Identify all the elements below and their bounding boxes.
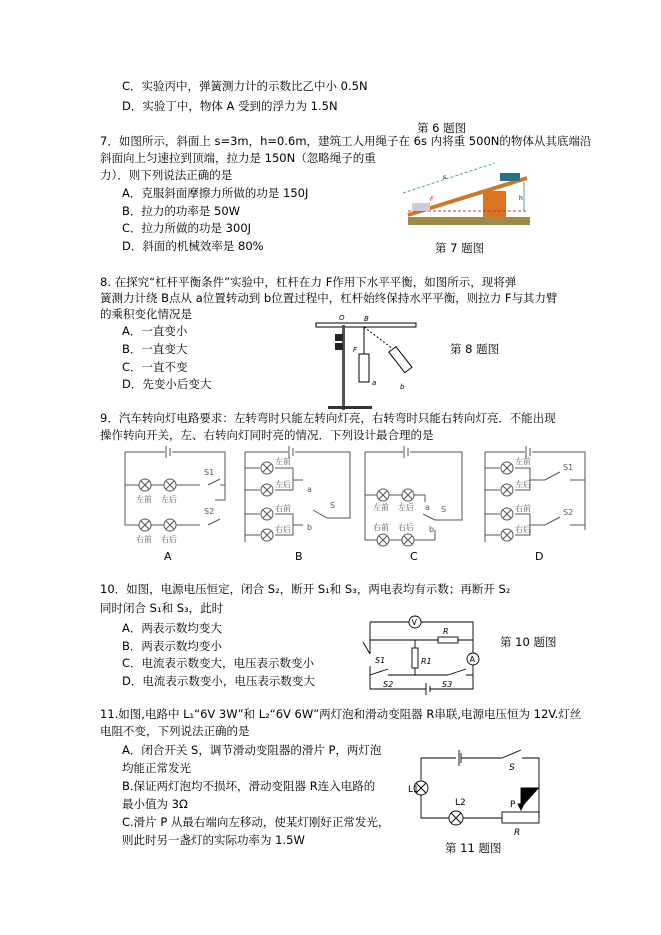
q9-option-label: A (164, 550, 172, 563)
q11-option-a-cont: 均能正常发光 (122, 761, 191, 775)
q7-stem: 7．如图所示，斜面上 s=3m，h=0.6m，建筑工人用绳子在 6s 内将重 500N的物体从其底端沿 (100, 134, 592, 148)
circuit-label: 左前 (275, 457, 291, 466)
circuit-label: a (307, 485, 312, 494)
q10-option-c: C．电流表示数变大，电压表示数变小 (122, 656, 315, 670)
q10-stem: 10．如图，电源电压恒定，闭合 S₂，断开 S₁和 S₃，两电表均有示数；再断开 S₂ (100, 582, 511, 596)
q8-stem: 的乘积变化情况是 (100, 307, 192, 321)
q8-option-b: B．一直变大 (122, 342, 188, 356)
q10-stem: 同时闭合 S₁和 S₃，此时 (100, 601, 224, 615)
q8-option-c: C．一直不变 (122, 360, 188, 374)
q11-option-a: A．闭合开关 S，调节滑动变阻器的滑片 P，两灯泡 (122, 743, 382, 757)
l2-label: L2 (455, 798, 466, 808)
circuit-label: 右前 (136, 535, 152, 544)
slider-label: P (510, 800, 516, 810)
turn-signal-circuits (120, 450, 580, 565)
circuit-label: a (425, 503, 430, 512)
circuit-label: 右后 (275, 525, 291, 534)
q11-option-b-cont: 最小值为 3Ω (122, 797, 188, 811)
circuit-label: S1 (563, 463, 574, 472)
q7-stem: 力）．则下列说法正确的是 (100, 168, 233, 182)
circuit-label: 左前 (515, 457, 531, 466)
circuit-label: 左后 (515, 480, 531, 489)
circuit-label: b (429, 525, 435, 534)
label-f: F (353, 346, 358, 354)
q6-caption: 第 6 题图 (417, 121, 467, 135)
circuit-label: S (330, 501, 336, 510)
circuit-label: S (441, 505, 447, 514)
label-h: h (519, 195, 523, 202)
q9-option-label: C (410, 550, 418, 563)
q11-option-c: C.滑片 P 从最右端向左移动，使某灯刚好正常发光， (122, 815, 390, 829)
circuit-label: 左后 (398, 503, 414, 512)
r1-label: R1 (421, 657, 432, 666)
q11-circuit (400, 740, 545, 840)
circuit-label: S2 (204, 507, 215, 516)
circuit-label: 右前 (373, 523, 389, 532)
q7-option-b: B．拉力的功率是 50W (122, 204, 241, 218)
q8-option-a: A．一直变小 (122, 324, 188, 338)
label-f: F (430, 196, 434, 203)
voltmeter-label: V (411, 618, 417, 627)
circuit-label: 左后 (161, 495, 177, 504)
r-label: R (443, 627, 449, 636)
l1-label: L1 (408, 785, 419, 795)
circuit-label: S1 (204, 468, 215, 477)
q10-caption: 第 10 题图 (500, 635, 557, 649)
s3-label: S3 (442, 680, 453, 689)
circuit-label: 左前 (373, 503, 389, 512)
q9-option-label: D (535, 550, 544, 563)
q9-option-label: B (295, 550, 303, 563)
q6-option-d: D．实验丁中，物体 A 受到的浮力为 1.5N (122, 99, 338, 113)
circuit-label: 右前 (275, 504, 291, 513)
label-b: B (364, 315, 369, 323)
q7-stem: 斜面向上匀速拉到顶端，拉力是 150N（忽略绳子的重 (100, 151, 376, 165)
q7-caption: 第 7 题图 (435, 241, 485, 255)
q8-caption: 第 8 题图 (450, 342, 500, 356)
incline-figure (400, 155, 530, 225)
circuit-label: 左后 (275, 480, 291, 489)
circuit-label: 左前 (136, 495, 152, 504)
q11-stem: 11.如图,电路中 L₁“6V 3W”和 L₂“6V 6W”两灯泡和滑动变阻器 R串联,电源电压恒为 12V.灯丝 (100, 707, 582, 721)
q10-option-d: D．电流表示数变小，电压表示数变大 (122, 674, 315, 688)
circuit-label: S2 (563, 508, 574, 517)
label-o: O (339, 314, 345, 322)
circuit-label: 右后 (161, 535, 177, 544)
label-a: a (372, 379, 377, 387)
q8-option-d: D．先变小后变大 (122, 377, 212, 391)
q9-stem: 9．汽车转向灯电路要求：左转弯时只能左转向灯亮，右转弯时只能右转向灯亮．不能出现 (100, 411, 556, 425)
switch-label: S (509, 763, 515, 773)
label-b-pos: b (400, 383, 405, 391)
ammeter-label: A (469, 655, 475, 664)
q7-option-d: D．斜面的机械效率是 80% (122, 239, 264, 253)
q8-stem: 簧测力计绕 B点从 a位置转动到 b位置过程中，杠杆始终保持水平平衡，则拉力 F与其力臂 (100, 291, 558, 305)
q7-option-a: A．克服斜面摩擦力所做的功是 150J (122, 186, 309, 200)
q9-stem: 操作转向开关，左、右转向灯同时亮的情况．下列设计最合理的是 (100, 428, 434, 442)
s2-label: S2 (383, 680, 394, 689)
lever-figure (312, 312, 422, 412)
rheostat-label: R (514, 828, 521, 838)
circuit-label: 右后 (515, 525, 531, 534)
s1-label: S1 (375, 656, 386, 665)
circuit-label: 右前 (515, 504, 531, 513)
q6-option-c: C．实验丙中，弹簧测力计的示数比乙中小 0.5N (122, 79, 368, 93)
q10-option-b: B．两表示数均变小 (122, 639, 222, 653)
q11-caption: 第 11 题图 (445, 841, 502, 855)
q7-option-c: C．拉力所做的功是 300J (122, 221, 252, 235)
q11-stem: 电阻不变，下列说法正确的是 (100, 724, 250, 738)
q8-stem: 8. 在探究“杠杆平衡条件”实验中，杠杆在力 F作用下水平平衡，如图所示，现将弹 (100, 275, 517, 289)
q11-option-c-cont: 则此时另一盏灯的实际功率为 1.5W (122, 833, 305, 847)
circuit-label: b (307, 523, 313, 532)
q11-option-b: B.保证两灯泡均不损坏，滑动变阻器 R连入电路的 (122, 779, 376, 793)
q10-option-a: A．两表示数均变大 (122, 621, 222, 635)
q10-circuit (368, 614, 478, 699)
circuit-label: 右后 (398, 523, 414, 532)
label-s: s (443, 174, 447, 181)
